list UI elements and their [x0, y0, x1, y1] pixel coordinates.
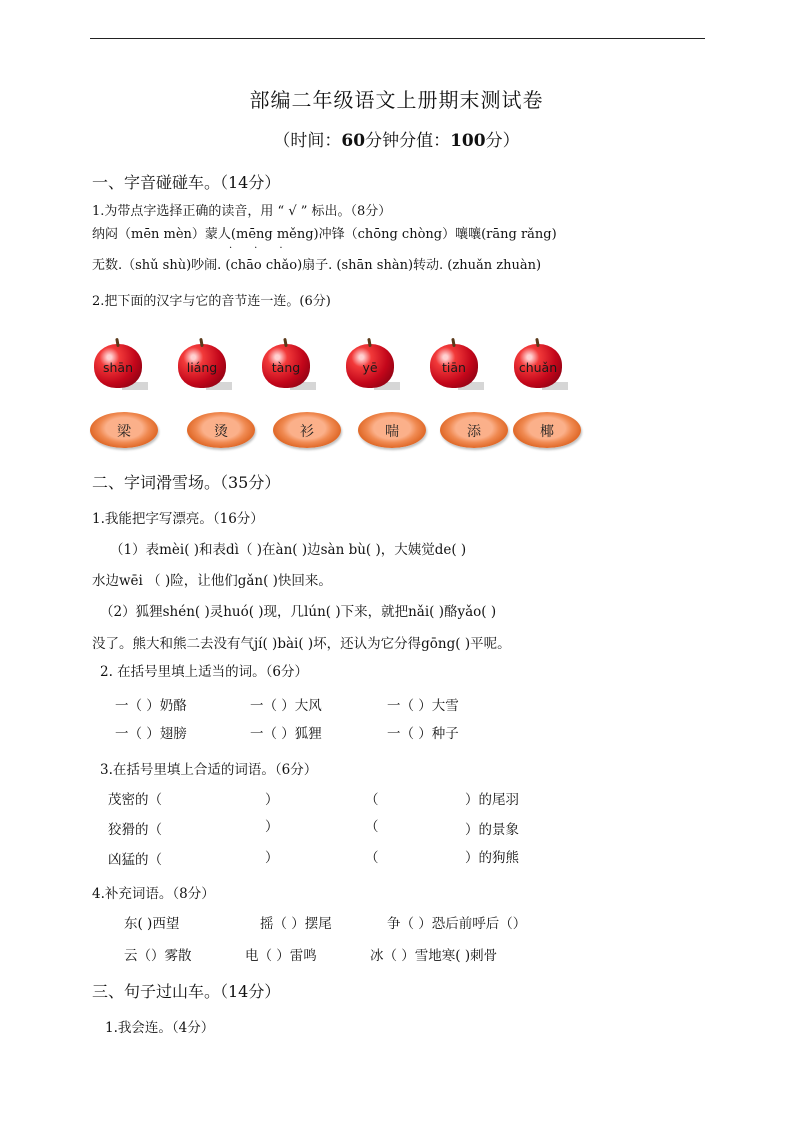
page-title: 部编二年级语文上册期末测试卷: [249, 88, 544, 112]
s2-q3-paren: （: [365, 850, 379, 866]
s2-q2-item: 一（ ）狐狸: [250, 726, 322, 742]
exam-info: [0, 126, 793, 151]
plate-card[interactable]: [90, 412, 158, 448]
plate-character: 梁: [117, 424, 131, 440]
s2-q2-item: 一（ ）奶酪: [115, 698, 187, 714]
s2-q4-item: 摇（ ）摆尾: [260, 916, 332, 932]
exam-info-mid: 分钟分值：: [365, 131, 451, 151]
s2-q2-item: 一（ ）大雪: [387, 698, 459, 714]
apple-pinyin: tàng: [271, 360, 301, 375]
plate-character: 添: [467, 424, 481, 440]
s2-q3-paren: ）: [265, 850, 279, 866]
s2-q3-tail: ）的景象: [465, 822, 519, 838]
section-2-heading: 二、字词滑雪场。（35分）: [92, 473, 281, 492]
apple-stem: [451, 338, 456, 347]
s2-q4-item: 云（）雾散: [124, 948, 192, 964]
exam-info-prefix: （时间：: [273, 131, 342, 151]
s3-q1-title: 1.我会连。（4分）: [105, 1020, 215, 1036]
plate-character: 椰: [540, 424, 554, 440]
apple-stem: [367, 338, 372, 347]
s1-q1-line2: 无数.（shǔ shù)吵闹. (chāo chǎo)扇子. (shān shàn)转动. (zhuǎn zhuàn): [92, 258, 542, 273]
plate-character: 衫: [300, 424, 314, 440]
apple-card[interactable]: [430, 338, 478, 388]
s2-q1-line3: （2）狐狸shén( )灵huó( )现，几lún( )下来，就把nǎi( )酪yǎo( ): [100, 604, 497, 620]
s2-q3-paren: （: [365, 819, 379, 835]
apple-card[interactable]: [514, 338, 562, 388]
apple-pinyin: liáng: [186, 360, 218, 375]
s2-q2-item: 一（ ）翅膀: [115, 726, 187, 742]
s1-q2-title: 2.把下面的汉字与它的音节连一连。(6分): [92, 294, 331, 309]
plate-character: 烫: [214, 424, 228, 440]
s2-q3-title: 3.在括号里填上合适的词语。（6分）: [100, 762, 318, 778]
apple-card[interactable]: [178, 338, 226, 388]
exam-info-suffix: 分）: [485, 131, 520, 151]
plate-card[interactable]: [440, 412, 508, 448]
s2-q3-tail: ）的尾羽: [465, 792, 519, 808]
plate-card[interactable]: [187, 412, 255, 448]
s2-q3-paren: ）: [265, 792, 279, 808]
s2-q4-item: 争（ ）恐后前呼后（）: [387, 916, 527, 932]
s2-q2-title: 2. 在括号里填上适当的词。（6分）: [100, 664, 309, 680]
apple-stem: [115, 338, 120, 347]
s2-q3-label: 茂密的（: [108, 792, 162, 808]
apple-stem: [283, 338, 288, 347]
apple-pinyin: shān: [102, 360, 134, 375]
s2-q2-item: 一（ ）大风: [250, 698, 322, 714]
apple-stem: [535, 338, 540, 347]
s2-q3-label: 凶猛的（: [108, 852, 162, 868]
apple-card[interactable]: [94, 338, 142, 388]
s2-q4-item: 东( )西望: [124, 916, 180, 932]
s2-q4-item: 冰（ ）雪地寒( )刺骨: [370, 948, 498, 964]
apple-card[interactable]: [262, 338, 310, 388]
plate-card[interactable]: [273, 412, 341, 448]
header-rule: [90, 38, 705, 39]
s2-q3-paren: ）: [265, 819, 279, 835]
apple-card[interactable]: [346, 338, 394, 388]
s2-q3-tail: ）的狗熊: [465, 850, 519, 866]
s2-q2-item: 一（ ）种子: [387, 726, 459, 742]
s1-q1-line1: 纳闷（mēn mèn）蒙人(mēng měng)冲锋（chōng chòng）嚷嚷(rāng rǎng): [92, 227, 557, 242]
s2-q4-title: 4.补充词语。（8分）: [92, 886, 215, 902]
s2-q1-line4: 没了。熊大和熊二去没有气jí( )bài( )坏，还认为它分得gōng( )平呢。: [92, 636, 511, 652]
apple-pinyin: yē: [362, 360, 378, 375]
s2-q1-title: 1.我能把字写漂亮。（16分）: [92, 511, 264, 527]
section-3-heading: 三、句子过山车。（14分）: [92, 982, 281, 1001]
s2-q3-label: 狡猾的（: [108, 822, 162, 838]
emphasis-dots: ...: [229, 240, 305, 251]
s1-q1-title: 1.为带点字选择正确的读音，用 “ √ ” 标出。（8分）: [92, 204, 392, 219]
apple-pinyin: tiān: [442, 360, 466, 375]
plate-card[interactable]: [513, 412, 581, 448]
s2-q1-line1: （1）表mèi( )和表dì（ )在àn( )边sàn bù( )，大姨觉de( ): [110, 542, 467, 558]
plate-card[interactable]: [358, 412, 426, 448]
exam-time-value: 60: [341, 131, 366, 151]
s2-q1-line2: 水边wēi （ )险，让他们gǎn( )快回来。: [92, 573, 332, 589]
s2-q3-paren: （: [365, 792, 379, 808]
apple-stem: [199, 338, 204, 347]
plate-character: 喘: [385, 424, 399, 440]
exam-score-value: 100: [450, 131, 486, 151]
section-1-heading: 一、字音碰碰车。（14分）: [92, 173, 281, 192]
s2-q4-item: 电（ ）雷鸣: [245, 948, 317, 964]
apple-pinyin: chuǎn: [518, 360, 558, 375]
